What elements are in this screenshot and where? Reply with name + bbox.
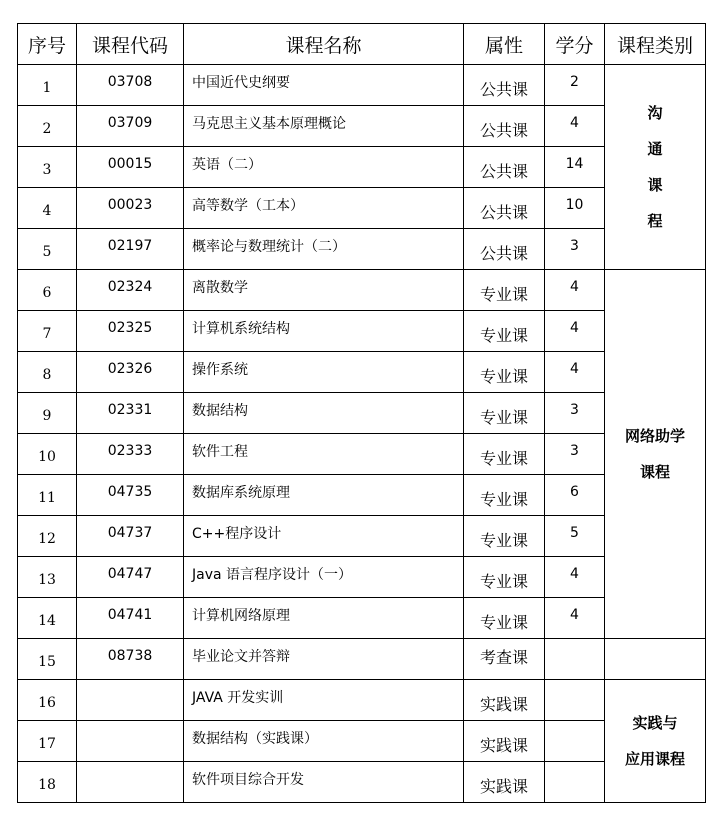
row-no-text: 5 (42, 244, 52, 260)
row-prop (464, 65, 545, 106)
row-code-text: 04735 (107, 484, 153, 500)
row-name (184, 475, 464, 516)
row-code (77, 147, 184, 188)
row-credit-text: 3 (570, 443, 579, 459)
row-name (184, 270, 464, 311)
row-no (18, 188, 77, 229)
table-row (18, 598, 706, 639)
row-prop-text: 专业课 (479, 530, 528, 550)
row-prop-text: 专业课 (479, 612, 528, 632)
row-code (77, 434, 184, 475)
category-char: 通 (647, 140, 663, 158)
row-no (18, 557, 77, 598)
table-row (18, 434, 706, 475)
row-code (77, 598, 184, 639)
row-code (77, 65, 184, 106)
row-name-text: C++程序设计 (192, 526, 282, 542)
row-prop (464, 106, 545, 147)
table-row (18, 680, 706, 721)
row-code (77, 475, 184, 516)
row-credit-text: 4 (570, 566, 579, 582)
table-row (18, 352, 706, 393)
row-credit-text: 4 (570, 361, 579, 377)
category-communication (605, 65, 706, 270)
row-no (18, 762, 77, 803)
row-no-text: 10 (38, 449, 56, 465)
row-code-text: 02326 (107, 361, 153, 377)
row-name (184, 721, 464, 762)
row-name-text: 数据库系统原理 (192, 485, 290, 501)
row-code-text: 08738 (107, 648, 153, 664)
row-name (184, 598, 464, 639)
header-category: 课程类别 (605, 24, 706, 65)
row-name (184, 147, 464, 188)
row-prop-text: 专业课 (479, 284, 528, 304)
row-credit (545, 598, 605, 639)
header-row (18, 24, 706, 65)
header-prop: 属性 (464, 24, 545, 65)
row-prop-text: 公共课 (479, 79, 528, 99)
row-code-text: 02324 (107, 279, 153, 295)
table-row (18, 762, 706, 803)
row-name-text: JAVA 开发实训 (192, 690, 284, 706)
category-empty (605, 639, 706, 680)
row-no-text: 9 (42, 408, 52, 424)
row-no (18, 147, 77, 188)
row-no (18, 352, 77, 393)
row-credit (545, 516, 605, 557)
row-code-text: 02197 (107, 238, 153, 254)
category-online (605, 270, 706, 639)
row-prop (464, 639, 545, 680)
category-practice-label (605, 705, 705, 777)
row-no (18, 229, 77, 270)
row-code (77, 106, 184, 147)
row-credit (545, 557, 605, 598)
row-no-text: 14 (38, 613, 56, 629)
row-name (184, 188, 464, 229)
row-prop-text: 实践课 (479, 694, 528, 714)
row-credit (545, 352, 605, 393)
row-name-text: 高等数学（工本） (192, 198, 304, 214)
table-row (18, 311, 706, 352)
row-credit (545, 106, 605, 147)
row-no-text: 18 (38, 777, 56, 793)
row-name (184, 516, 464, 557)
category-practice (605, 680, 706, 803)
category-practice-line1: 实践与 (632, 714, 678, 732)
row-prop (464, 721, 545, 762)
row-credit (545, 188, 605, 229)
category-practice-line2: 应用课程 (624, 750, 685, 768)
row-no-text: 2 (42, 121, 52, 137)
category-char: 沟 (647, 104, 663, 122)
row-credit (545, 680, 605, 721)
row-prop (464, 229, 545, 270)
row-no-text: 17 (38, 736, 56, 752)
row-code-text: 03708 (107, 74, 153, 90)
row-credit-text: 10 (565, 197, 584, 213)
row-credit (545, 229, 605, 270)
row-prop (464, 188, 545, 229)
row-name-text: 软件工程 (192, 444, 248, 460)
row-credit (545, 762, 605, 803)
row-no-text: 13 (38, 572, 56, 588)
row-credit (545, 147, 605, 188)
row-prop-text: 专业课 (479, 325, 528, 345)
table-row (18, 557, 706, 598)
row-no-text: 15 (38, 654, 56, 670)
row-code (77, 639, 184, 680)
category-online-label (605, 418, 705, 490)
header-no: 序号 (18, 24, 77, 65)
row-code (77, 680, 184, 721)
row-prop-text: 公共课 (479, 120, 528, 140)
table-row (18, 229, 706, 270)
row-credit-text: 6 (570, 484, 579, 500)
table-row (18, 721, 706, 762)
row-name-text: 毕业论文并答辩 (192, 649, 290, 665)
row-name (184, 434, 464, 475)
table-row (18, 65, 706, 106)
row-code-text: 02325 (107, 320, 153, 336)
row-name (184, 557, 464, 598)
row-code-text: 00023 (107, 197, 153, 213)
row-credit (545, 475, 605, 516)
category-online-line1: 网络助学 (624, 427, 685, 445)
row-name (184, 106, 464, 147)
row-prop (464, 311, 545, 352)
row-no (18, 270, 77, 311)
row-no (18, 639, 77, 680)
table-row (18, 147, 706, 188)
row-credit (545, 639, 605, 680)
row-name (184, 65, 464, 106)
row-code (77, 352, 184, 393)
row-name-text: 软件项目综合开发 (192, 772, 304, 788)
row-code (77, 516, 184, 557)
row-prop-text: 公共课 (479, 202, 528, 222)
row-name-text: 中国近代史纲要 (192, 75, 290, 91)
row-prop (464, 434, 545, 475)
row-credit-text: 3 (570, 238, 579, 254)
row-credit-text: 4 (570, 279, 579, 295)
row-prop (464, 147, 545, 188)
row-no-text: 8 (42, 367, 52, 383)
row-credit (545, 393, 605, 434)
row-name (184, 229, 464, 270)
row-name-text: 英语（二） (192, 157, 262, 173)
row-name (184, 393, 464, 434)
row-name-text: 计算机网络原理 (192, 608, 290, 624)
row-no (18, 680, 77, 721)
row-no-text: 4 (42, 203, 52, 219)
row-prop (464, 516, 545, 557)
table-row (18, 475, 706, 516)
row-name (184, 762, 464, 803)
row-code (77, 557, 184, 598)
row-name (184, 352, 464, 393)
row-prop-text: 专业课 (479, 366, 528, 386)
row-code-text: 03709 (107, 115, 153, 131)
row-name-text: Java 语言程序设计（一） (192, 567, 353, 583)
row-name-text: 数据结构 (192, 403, 248, 419)
row-credit (545, 311, 605, 352)
row-no (18, 598, 77, 639)
row-credit-text: 14 (565, 156, 584, 172)
header-name: 课程名称 (184, 24, 464, 65)
row-prop-text: 专业课 (479, 448, 528, 468)
row-code-text: 04747 (107, 566, 153, 582)
row-credit-text: 5 (570, 525, 579, 541)
row-no (18, 516, 77, 557)
row-code-text: 02331 (107, 402, 153, 418)
row-no-text: 16 (38, 695, 56, 711)
row-no-text: 12 (38, 531, 56, 547)
row-no (18, 311, 77, 352)
table-row (18, 516, 706, 557)
row-name (184, 680, 464, 721)
row-prop-text: 专业课 (479, 407, 528, 427)
row-no-text: 7 (42, 326, 52, 342)
row-name (184, 311, 464, 352)
row-code-text: 02333 (107, 443, 153, 459)
row-name-text: 马克思主义基本原理概论 (192, 116, 346, 132)
row-name-text: 概率论与数理统计（二） (192, 239, 346, 255)
row-no (18, 393, 77, 434)
row-credit-text: 4 (570, 115, 579, 131)
row-code-text: 04737 (107, 525, 153, 541)
row-prop (464, 475, 545, 516)
row-code (77, 311, 184, 352)
row-no-text: 1 (42, 80, 52, 96)
row-name-text: 数据结构（实践课） (192, 731, 318, 747)
row-credit (545, 270, 605, 311)
row-no (18, 475, 77, 516)
course-table (17, 23, 706, 803)
row-prop-text: 公共课 (479, 243, 528, 263)
row-no (18, 65, 77, 106)
category-communication-label (605, 95, 705, 239)
row-code (77, 188, 184, 229)
table-row (18, 188, 706, 229)
category-char: 课 (647, 176, 663, 194)
row-no (18, 721, 77, 762)
row-code (77, 229, 184, 270)
category-char: 程 (647, 212, 663, 230)
table-row (18, 393, 706, 434)
row-prop-text: 专业课 (479, 489, 528, 509)
row-name-text: 离散数学 (192, 280, 248, 296)
row-no-text: 3 (42, 162, 52, 178)
row-code (77, 721, 184, 762)
table-row (18, 639, 706, 680)
row-no (18, 434, 77, 475)
row-prop (464, 680, 545, 721)
table-row (18, 106, 706, 147)
row-prop (464, 270, 545, 311)
row-code-text: 04741 (107, 607, 153, 623)
row-credit-text: 2 (570, 74, 579, 90)
table-row (18, 270, 706, 311)
row-code (77, 762, 184, 803)
row-no-text: 6 (42, 285, 52, 301)
row-credit-text: 3 (570, 402, 579, 418)
row-prop-text: 考查课 (479, 647, 528, 667)
row-credit-text: 4 (570, 607, 579, 623)
row-name-text: 操作系统 (192, 362, 248, 378)
row-no-text: 11 (38, 490, 56, 506)
header-credit: 学分 (545, 24, 605, 65)
row-code (77, 270, 184, 311)
row-prop (464, 598, 545, 639)
row-no (18, 106, 77, 147)
row-prop-text: 公共课 (479, 161, 528, 181)
row-credit (545, 721, 605, 762)
header-code: 课程代码 (77, 24, 184, 65)
row-prop-text: 实践课 (479, 735, 528, 755)
row-credit-text: 4 (570, 320, 579, 336)
row-prop (464, 557, 545, 598)
category-online-line2: 课程 (639, 463, 670, 481)
row-code-text: 00015 (107, 156, 153, 172)
row-credit (545, 434, 605, 475)
row-name (184, 639, 464, 680)
row-credit (545, 65, 605, 106)
row-code (77, 393, 184, 434)
row-prop (464, 352, 545, 393)
row-prop-text: 实践课 (479, 776, 528, 796)
row-prop (464, 762, 545, 803)
row-prop (464, 393, 545, 434)
row-name-text: 计算机系统结构 (192, 321, 290, 337)
row-prop-text: 专业课 (479, 571, 528, 591)
